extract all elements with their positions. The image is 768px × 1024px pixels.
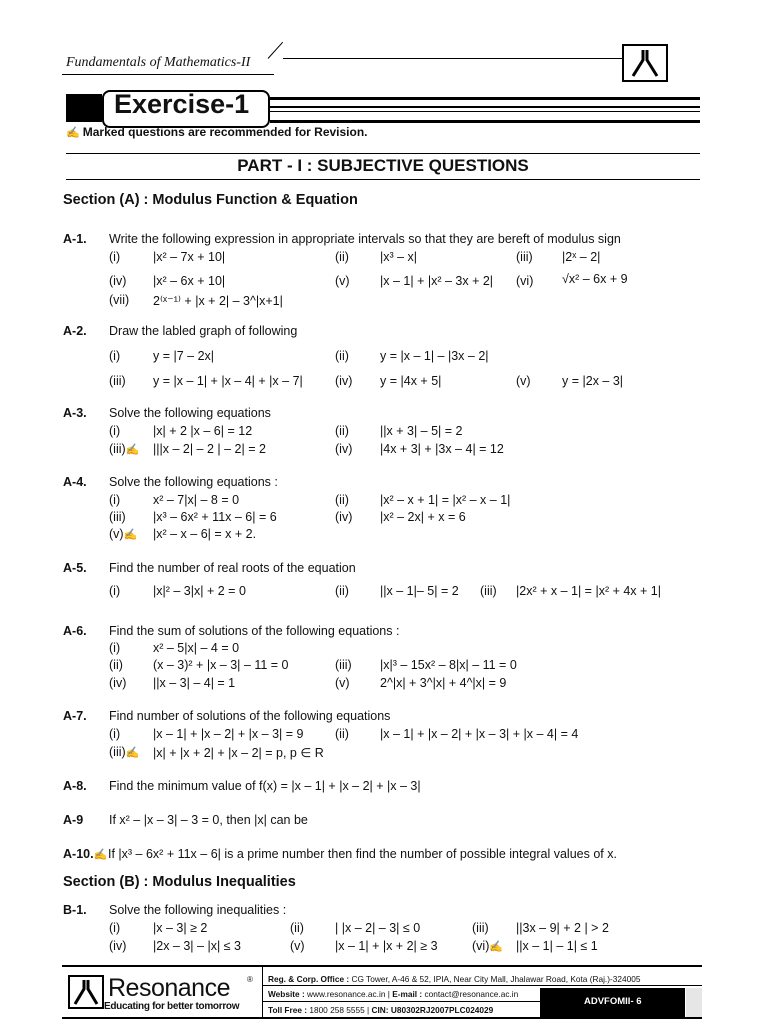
brand-name: Resonance bbox=[108, 974, 230, 1002]
label: (v) bbox=[290, 939, 305, 953]
item: |x – 1| + |x – 2| + |x – 3| = 9 bbox=[153, 727, 304, 741]
label: (v)✍ bbox=[109, 527, 138, 541]
label: (vii) bbox=[109, 293, 130, 307]
part-rule-top bbox=[66, 153, 700, 154]
resonance-logo-icon bbox=[68, 975, 104, 1009]
item: |x|² – 3|x| + 2 = 0 bbox=[153, 584, 246, 598]
item: |x² – 7x + 10| bbox=[153, 250, 226, 264]
page-tab bbox=[686, 988, 702, 1017]
label: (vi)✍ bbox=[472, 939, 504, 953]
label: (iv) bbox=[335, 374, 353, 388]
question-number: B-1. bbox=[63, 903, 87, 917]
label: (ii) bbox=[335, 250, 349, 264]
item: y = |x – 1| + |x – 4| + |x – 7| bbox=[153, 374, 303, 388]
pen-icon: ✍ bbox=[93, 849, 108, 861]
section-a-title: Section (A) : Modulus Function & Equation bbox=[63, 192, 358, 208]
label: (ii) bbox=[335, 493, 349, 507]
question-number: A-10.✍ bbox=[63, 847, 108, 861]
item: |x³ – 6x² + 11x – 6| = 6 bbox=[153, 510, 277, 524]
registered-mark: ® bbox=[247, 975, 253, 984]
question-text: Find the number of real roots of the equation bbox=[109, 561, 356, 575]
item: (x – 3)² + |x – 3| – 11 = 0 bbox=[153, 658, 289, 672]
label: (iii) bbox=[109, 374, 126, 388]
item: | |x – 2| – 3| ≤ 0 bbox=[335, 921, 421, 935]
pen-icon: ✍ bbox=[125, 444, 140, 456]
question-number: A-6. bbox=[63, 624, 87, 638]
header-rule-slant bbox=[268, 42, 283, 59]
item: 2⁽ˣ⁻¹⁾ + |x + 2| – 3^|x+1| bbox=[153, 294, 283, 308]
footer-rule-bottom bbox=[62, 1017, 702, 1019]
item: x² – 5|x| – 4 = 0 bbox=[153, 641, 240, 655]
label: (vi) bbox=[516, 274, 534, 288]
label: (iii) bbox=[335, 658, 352, 672]
question-number: A-1. bbox=[63, 232, 87, 246]
marked-note: ✍ Marked questions are recommended for Revision. bbox=[66, 125, 368, 139]
item: |2x – 3| – |x| ≤ 3 bbox=[153, 939, 241, 953]
question-text: Write the following expression in appropriate intervals so that they are bereft of modulus sign bbox=[109, 232, 621, 246]
tollfree-line: Toll Free : 1800 258 5555 | CIN: U80302RJ2007PLC024029 bbox=[268, 1005, 494, 1015]
website-link[interactable]: www.resonance.ac.in bbox=[307, 989, 386, 999]
label: (iii) bbox=[109, 510, 126, 524]
item: ||x – 1| – 1| ≤ 1 bbox=[516, 939, 598, 953]
label: (iii)✍ bbox=[109, 442, 140, 456]
label: (iii) bbox=[472, 921, 489, 935]
question-number: A-2. bbox=[63, 324, 87, 338]
label: (iv) bbox=[335, 442, 353, 456]
question-text: Solve the following equations : bbox=[109, 475, 278, 489]
label: (i) bbox=[109, 250, 121, 264]
header-rule-top bbox=[283, 58, 623, 59]
footer-divider bbox=[263, 1001, 540, 1002]
question-text: Solve the following equations bbox=[109, 406, 271, 420]
question-number: A-4. bbox=[63, 475, 87, 489]
item: |x² – 2x| + x = 6 bbox=[380, 510, 466, 524]
item: 2^|x| + 3^|x| + 4^|x| = 9 bbox=[380, 676, 507, 690]
label: (ii) bbox=[335, 424, 349, 438]
question-text: Solve the following inequalities : bbox=[109, 903, 287, 917]
item: |2x² + x – 1| = |x² + 4x + 1| bbox=[516, 584, 662, 598]
item: |x| + 2 |x – 6| = 12 bbox=[153, 424, 253, 438]
item: |x² – 6x + 10| bbox=[153, 274, 226, 288]
footer-divider bbox=[263, 985, 702, 986]
item: x² – 7|x| – 8 = 0 bbox=[153, 493, 240, 507]
section-b-title: Section (B) : Modulus Inequalities bbox=[63, 874, 296, 890]
label: (i) bbox=[109, 921, 121, 935]
label: (iii) bbox=[516, 250, 533, 264]
label: (v) bbox=[335, 676, 350, 690]
book-title: Fundamentals of Mathematics-II bbox=[66, 55, 251, 70]
item: |||x – 2| – 2 | – 2| = 2 bbox=[153, 442, 266, 456]
item: |x – 1| + |x² – 3x + 2| bbox=[380, 274, 494, 288]
item: |x – 1| + |x + 2| ≥ 3 bbox=[335, 939, 438, 953]
label: (i) bbox=[109, 493, 121, 507]
label: (iii) bbox=[480, 584, 497, 598]
item: y = |4x + 5| bbox=[380, 374, 442, 388]
header-rule bbox=[62, 74, 274, 75]
part-rule-bottom bbox=[66, 179, 700, 180]
email-link[interactable]: contact@resonance.ac.in bbox=[424, 989, 519, 999]
item: |x| + |x + 2| + |x – 2| = p, p ∈ R bbox=[153, 746, 324, 760]
label: (iv) bbox=[109, 274, 127, 288]
label: (ii) bbox=[335, 349, 349, 363]
item: |x² – x – 6| = x + 2. bbox=[153, 527, 257, 541]
page-code: ADVFOMII- 6 bbox=[584, 996, 642, 1007]
banner-lines bbox=[270, 97, 700, 123]
label: (i) bbox=[109, 424, 121, 438]
question-text: Find number of solutions of the following equations bbox=[109, 709, 391, 723]
label: (v) bbox=[335, 274, 350, 288]
question-text: Find the minimum value of f(x) = |x – 1| + |x – 2| + |x – 3| bbox=[109, 779, 421, 793]
pen-icon: ✍ bbox=[489, 941, 504, 953]
item: |x|³ – 15x² – 8|x| – 11 = 0 bbox=[380, 658, 517, 672]
footer-logo bbox=[62, 967, 263, 1017]
exercise-title: Exercise-1 bbox=[114, 89, 250, 119]
item: ||x – 3| – 4| = 1 bbox=[153, 676, 236, 690]
label: (ii) bbox=[335, 584, 349, 598]
question-text: If |x³ – 6x² + 11x – 6| is a prime number then find the number of possible integral values of x. bbox=[108, 847, 617, 861]
question-number: A-5. bbox=[63, 561, 87, 575]
label: (i) bbox=[109, 641, 121, 655]
banner-block bbox=[66, 94, 102, 122]
item: √x² – 6x + 9 bbox=[562, 272, 628, 286]
label: (ii) bbox=[109, 658, 123, 672]
item: |4x + 3| + |3x – 4| = 12 bbox=[380, 442, 504, 456]
pen-icon: ✍ bbox=[123, 529, 138, 541]
label: (i) bbox=[109, 349, 121, 363]
label: (i) bbox=[109, 584, 121, 598]
item: y = |2x – 3| bbox=[562, 374, 624, 388]
label: (ii) bbox=[335, 727, 349, 741]
label: (iv) bbox=[109, 939, 127, 953]
label: (iv) bbox=[109, 676, 127, 690]
label: (ii) bbox=[290, 921, 304, 935]
item: |x² – x + 1| = |x² – x – 1| bbox=[380, 493, 511, 507]
brand-tagline: Educating for better tomorrow bbox=[104, 1001, 240, 1012]
pen-icon: ✍ bbox=[125, 747, 140, 759]
question-text: Draw the labled graph of following bbox=[109, 324, 298, 338]
item: |x – 1| + |x – 2| + |x – 3| + |x – 4| = 4 bbox=[380, 727, 579, 741]
item: y = |x – 1| – |3x – 2| bbox=[380, 349, 489, 363]
label: (v) bbox=[516, 374, 531, 388]
resonance-logo-icon bbox=[622, 44, 668, 82]
item: ||x + 3| – 5| = 2 bbox=[380, 424, 463, 438]
item: ||x – 1|– 5| = 2 bbox=[380, 584, 459, 598]
office-line: Reg. & Corp. Office : CG Tower, A-46 & 52, IPIA, Near City Mall, Jhalawar Road, Kota (Raj.)-324005 bbox=[268, 974, 641, 984]
website-line: Website : www.resonance.ac.in | E-mail : contact@resonance.ac.in bbox=[268, 989, 519, 999]
question-number: A-7. bbox=[63, 709, 87, 723]
item: ||3x – 9| + 2 | > 2 bbox=[516, 921, 609, 935]
pen-icon: ✍ bbox=[66, 127, 83, 139]
item: |x – 3| ≥ 2 bbox=[153, 921, 208, 935]
question-number: A-8. bbox=[63, 779, 87, 793]
item: |x³ – x| bbox=[380, 250, 418, 264]
label: (i) bbox=[109, 727, 121, 741]
question-text: Find the sum of solutions of the following equations : bbox=[109, 624, 400, 638]
question-number: A-3. bbox=[63, 406, 87, 420]
question-number: A-9 bbox=[63, 813, 84, 827]
item: y = |7 – 2x| bbox=[153, 349, 215, 363]
item: |2ˣ – 2| bbox=[562, 250, 601, 264]
question-text: If x² – |x – 3| – 3 = 0, then |x| can be bbox=[109, 813, 308, 827]
part-title: PART - I : SUBJECTIVE QUESTIONS bbox=[237, 156, 529, 175]
label: (iii)✍ bbox=[109, 745, 140, 759]
label: (iv) bbox=[335, 510, 353, 524]
